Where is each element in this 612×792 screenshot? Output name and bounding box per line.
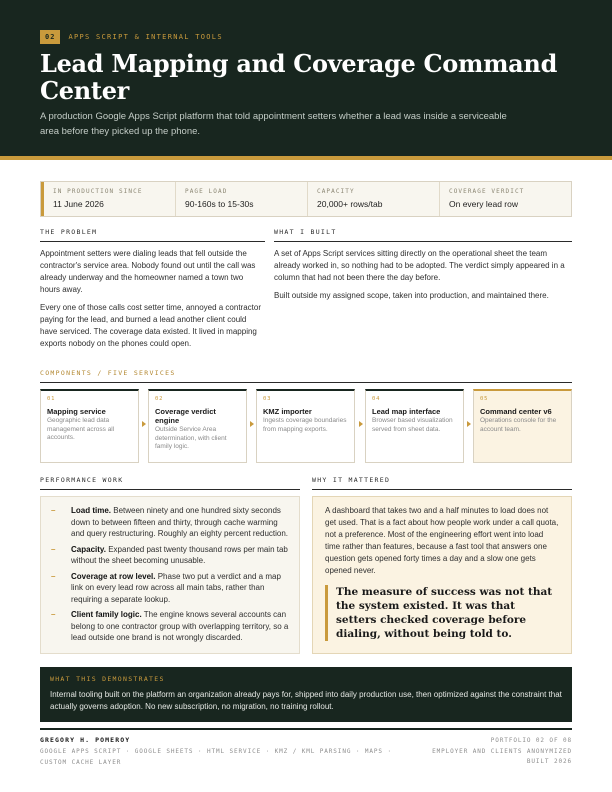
component-name: KMZ importer [263,407,312,416]
item-lead: Client family logic. [71,610,142,619]
list-item [51,609,289,644]
built-year: BUILT 2026 [526,758,572,765]
item-text: Between ninety and one hundred sixty seconds down to between fifteen and thirty, through cache warming and query restructuring. Roughly an eighty percent reduction. [71,506,289,538]
stat-label: CAPACITY [317,188,355,195]
component-number: 01 [47,396,56,402]
arrow-right-icon [142,421,146,427]
performance-list [40,496,300,654]
list-item [51,571,289,606]
page-title: Lead Mapping and Coverage Command Center [40,49,558,105]
stat-value: 11 June 2026 [53,199,104,209]
dash-bullet-icon: – [51,610,56,619]
component-card [148,389,247,463]
stat-coverage-verdict [440,182,571,216]
stat-production-since [44,182,176,216]
stat-capacity [308,182,440,216]
list-item [51,544,289,567]
section-number-badge: 02 [40,30,60,44]
components-heading: COMPONENTS / FIVE SERVICES [40,369,572,383]
component-number: 05 [480,396,489,402]
component-description: Ingests coverage boundaries from mapping exports. [263,417,347,433]
component-number: 04 [372,396,381,402]
item-lead: Load time. [71,506,112,515]
eyebrow [40,30,223,44]
dash-bullet-icon: – [51,544,56,554]
stat-label: IN PRODUCTION SINCE [53,188,143,195]
page-subtitle: A production Google Apps Script platform that told appointment setters whether a lead was inside a serviceable area before they picked up the phone. [40,111,507,137]
dash-bullet-icon: – [51,571,56,581]
built-paragraph-1: A set of Apps Script services sitting directly on the operational sheet the team already worked in, so nothing had to be adopted. The verdict simply appeared in a column that had not been there the day before. [274,249,565,282]
footer-divider [40,728,572,730]
component-card [256,389,355,463]
item-lead: Capacity. [71,544,106,554]
demonstrates-box [40,667,572,722]
problem-heading: THE PROBLEM [40,228,265,242]
component-description: Operations console for the account team. [480,417,557,433]
pull-quote: The measure of success was not that the system existed. It was that setters checked coverage before dialing, without being told to. [325,585,559,641]
portfolio-index: PORTFOLIO 02 OF 08 [490,737,572,744]
hero-header [0,0,612,160]
item-lead: Coverage at row level. [71,571,156,581]
component-description: Outside Service Area determination, with client family logic. [155,426,227,450]
item-text: Phase two put a verdict and a map link on every lead row across all main tabs, rather than requiring a separate lookup. [71,571,281,604]
problem-paragraph-2: Every one of those calls cost setter time, annoyed a contractor paying for the lead, and burned a lead another client could have serviced. The coverage data existed. It lived in mapping exports nobody on the phones could open. [40,303,261,348]
footer-meta [432,736,572,768]
stat-value: On every lead row [449,199,518,209]
component-card [40,389,139,463]
stat-label: COVERAGE VERDICT [449,188,525,195]
stats-bar [40,181,572,217]
eyebrow-label: APPS SCRIPT & INTERNAL TOOLS [68,33,223,41]
built-paragraph-2: Built outside my assigned scope, taken into production, and maintained there. [274,291,549,300]
demonstrates-label: WHAT THIS DEMONSTRATES [50,675,165,683]
component-name: Command center v6 [480,407,552,416]
built-heading: WHAT I BUILT [274,228,572,242]
component-name: Mapping service [47,407,106,416]
author-name: GREGORY H. POMEROY [40,736,131,744]
list-item [51,505,289,540]
demonstrates-text: Internal tooling built on the platform an organization already pays for, shipped into daily production use, then optimized against the constraint that actually governs adoption. No new subscription, no migration, no training rollout. [50,690,562,711]
item-text: The engine knows several accounts can belong to one contractor group with overlapping territory, so a lead outside one brand is not wrongly discarded. [71,610,289,642]
component-description: Geographic lead data management across all accounts. [47,417,115,441]
component-name: Coverage verdict engine [155,407,216,425]
stat-value: 20,000+ rows/tab [317,199,383,209]
why-text: A dashboard that takes two and a half minutes to load does not get used. That is a fact about how people work under a call quota, not a preference. Most of the engineering effort went into load time rather than features, because a fast tool that answers one question gets opened forty times a day and a slow one gets opened never. [325,506,559,575]
component-name: Lead map interface [372,407,441,416]
arrow-right-icon [359,421,363,427]
stat-label: PAGE LOAD [185,188,228,195]
component-number: 03 [263,396,272,402]
component-number: 02 [155,396,164,402]
built-body [274,248,572,308]
component-card [365,389,464,463]
stat-value: 90-160s to 15-30s [185,199,254,209]
component-card-highlighted [473,389,572,463]
arrow-right-icon [467,421,471,427]
tech-stack: GOOGLE APPS SCRIPT · GOOGLE SHEETS · HTML SERVICE · KMZ / KML PARSING · MAPS · CUSTOM CACHE LAYER [40,748,392,766]
arrow-right-icon [250,421,254,427]
component-description: Browser based visualization served from sheet data. [372,417,453,433]
problem-body [40,248,265,356]
why-heading: WHY IT MATTERED [312,476,572,490]
components-row [40,389,572,463]
item-text: Expanded past twenty thousand rows per main tab without the sheet becoming unusable. [71,544,288,565]
dash-bullet-icon: – [51,506,56,515]
why-box [312,496,572,654]
anonymized-note: EMPLOYER AND CLIENTS ANONYMIZED [432,747,572,755]
stat-page-load [176,182,308,216]
problem-paragraph-1: Appointment setters were dialing leads that fell outside the contractor's service area. Nobody found out until the call was already underway and the homeowner named a town two hours away. [40,249,256,294]
performance-heading: PERFORMANCE WORK [40,476,300,490]
